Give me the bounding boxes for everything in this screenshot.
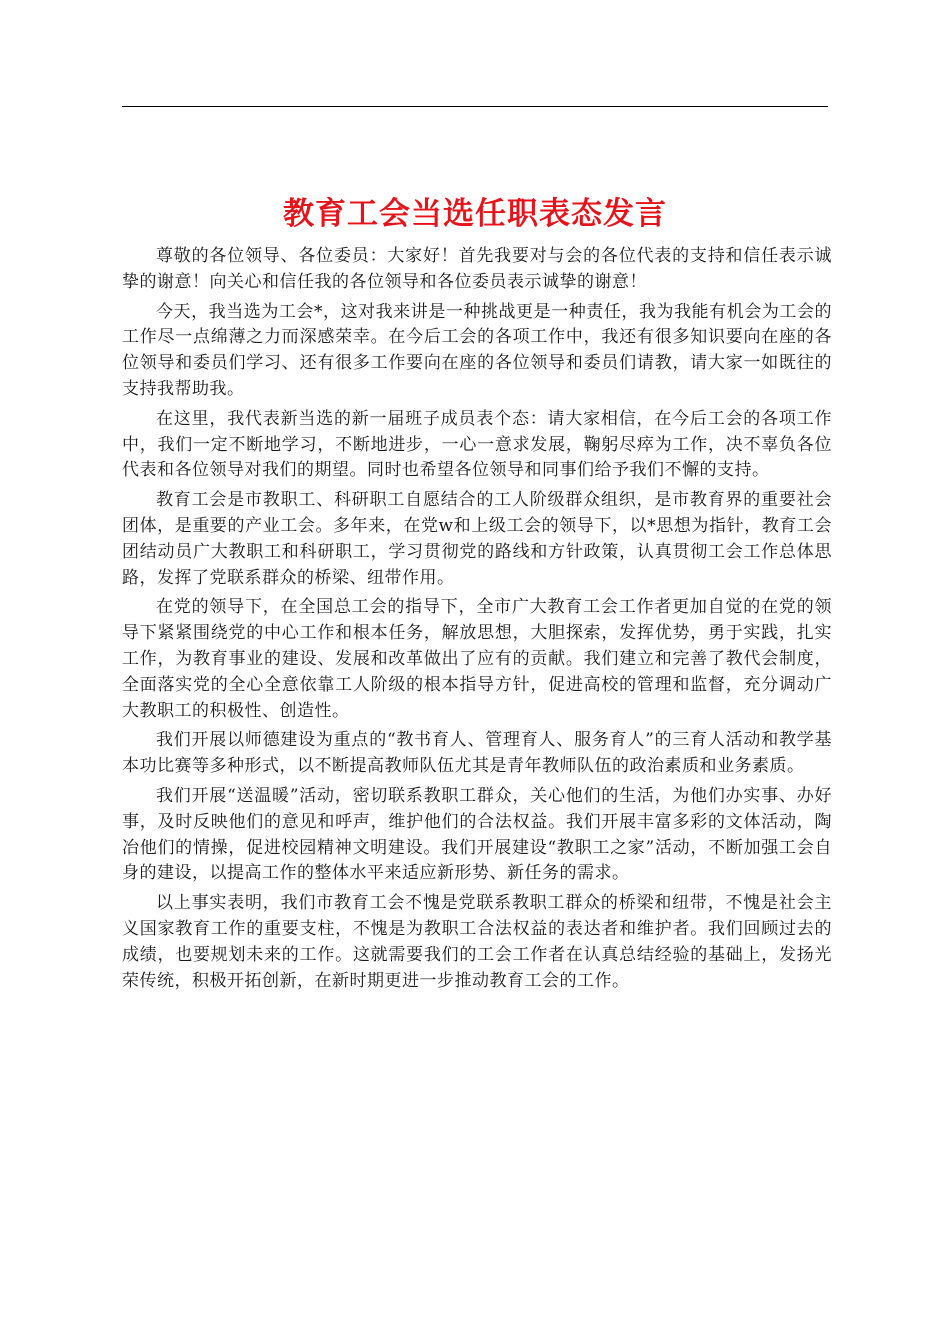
paragraph-election: 今天，我当选为工会*，这对我来讲是一种挑战更是一种责任，我为我能有机会为工会的工作尽一点绵薄之力而深感荣幸。在今后工会的各项工作中，我还有很多知识要向在座的各位领导和委员们学习、还有很多工作要向在座的各位领导和委员们请教，请大家一如既往的支持我帮助我。 [122,301,832,399]
paragraph-three-education: 我们开展以师德建设为重点的“教书育人、管理育人、服务育人”的三育人活动和教学基本功比赛等多种形式，以不断提高教师队伍尤其是青年教师队伍的政治素质和业务素质。 [122,730,832,777]
paragraph-union-intro: 教育工会是市教职工、科研职工自愿结合的工人阶级群众组织，是市教育界的重要社会团体，是重要的产业工会。多年来，在党w和上级工会的领导下，以*思想为指针，教育工会团结动员广大教职工和科研职工，学习贯彻党的路线和方针政策，认真贯彻工会工作总体思路，发挥了党联系群众的桥梁、纽带作用。 [122,490,832,588]
page-title: 教育工会当选任职表态发言 [283,196,667,232]
paragraph-greeting: 尊敬的各位领导、各位委员：大家好！首先我要对与会的各位代表的支持和信任表示诚挚的谢意！向关心和信任我的各位领导和各位委员表示诚挚的谢意！ [122,246,832,292]
paragraph-achievements: 在党的领导下，在全国总工会的指导下，全市广大教育工会工作者更加自觉的在党的领导下紧紧围绕党的中心工作和根本任务，解放思想，大胆探索，发挥优势，勇于实践，扎实工作，为教育事业的建设、发展和改革做出了应有的贡献。我们建立和完善了教代会制度，全面落实党的全心全意依靠工人阶级的根本指导方针，促进高校的管理和监督，充分调动广大教职工的积极性、创造性。 [122,597,832,721]
header-rule [122,106,828,107]
paragraph-conclusion: 以上事实表明，我们市教育工会不愧是党联系教职工群众的桥梁和纽带，不愧是社会主义国家教育工作的重要支柱，不愧是为教职工合法权益的表达者和维护者。我们回顾过去的成绩，也要规划未来的工作。这就需要我们的工会工作者在认真总结经验的基础上，发扬光荣传统，积极开拓创新，在新时期更进一步推动教育工会的工作。 [122,893,832,991]
paragraph-pledge: 在这里，我代表新当选的新一届班子成员表个态：请大家相信，在今后工会的各项工作中，我们一定不断地学习，不断地进步，一心一意求发展，鞠躬尽瘁为工作，决不辜负各位代表和各位领导对我们的期望。同时也希望各位领导和同事们给予我们不懈的支持。 [122,408,832,481]
document-body [122,244,832,998]
paragraph-warmth-activities: 我们开展“送温暖”活动，密切联系教职工群众，关心他们的生活，为他们办实事、办好事，及时反映他们的意见和呼声，维护他们的合法权益。我们开展丰富多彩的文体活动，陶冶他们的情操，促进校园精神文明建设。我们开展建设“教职工之家”活动，不断加强工会自身的建设，以提高工作的整体水平来适应新形势、新任务的需求。 [122,785,832,884]
